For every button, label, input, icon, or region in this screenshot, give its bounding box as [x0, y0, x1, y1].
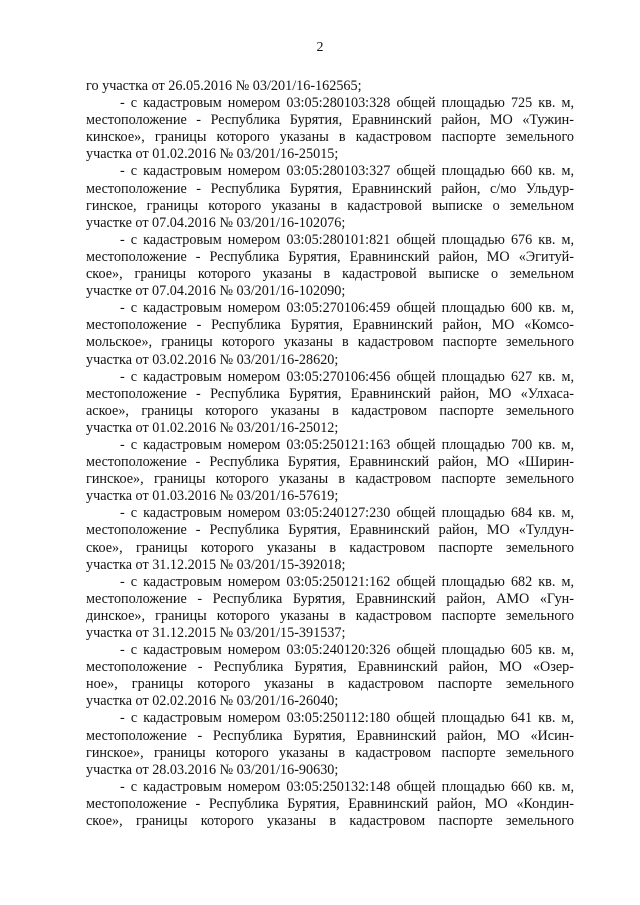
text-line: местоположение - Республика Бурятия, Еравнинский район, МО «Исин-: [86, 727, 574, 744]
text-line: местоположение - Республика Бурятия, Еравнинский район, МО «Комсо-: [86, 317, 574, 334]
text-line: ное», границы которого указаны в кадастровом паспорте земельного: [86, 676, 574, 693]
text-line: го участка от 26.05.2016 № 03/201/16-162565;: [86, 78, 362, 94]
text-line: участка от 01.02.2016 № 03/201/16-25012;: [86, 419, 339, 436]
text-line: участка от 03.02.2016 № 03/201/16-28620;: [86, 351, 339, 368]
list-item-start-line: - с кадастровым номером 03:05:280103:327 общей площадью 660 кв. м,: [120, 163, 574, 180]
list-item-start-line: - с кадастровым номером 03:05:240127:230 общей площадью 684 кв. м,: [120, 505, 574, 522]
text-line: местоположение - Республика Бурятия, Еравнинский район, МО «Тулдун-: [86, 522, 574, 539]
text-line: местоположение - Республика Бурятия, Еравнинский район, МО «Ширин-: [86, 454, 574, 471]
text-line: кинское», границы которого указаны в кадастровом паспорте земельного: [86, 129, 574, 146]
text-line: аское», границы которого указаны в кадастровом паспорте земельного: [86, 402, 574, 419]
text-line: местоположение - Республика Бурятия, Еравнинский район, МО «Кондин-: [86, 795, 574, 812]
text-line: местоположение - Республика Бурятия, Еравнинский район, АМО «Гун-: [86, 590, 574, 607]
text-line: гинское», границы которого указаны в кадастровом паспорте земельного: [86, 744, 574, 761]
list-item-start-line: - с кадастровым номером 03:05:240120:326 общей площадью 605 кв. м,: [120, 642, 574, 659]
list-item-start-line: - с кадастровым номером 03:05:270106:459 общей площадью 600 кв. м,: [120, 300, 574, 317]
text-line: местоположение - Республика Бурятия, Еравнинский район, МО «Улхаса-: [86, 385, 574, 402]
list-item-start-line: - с кадастровым номером 03:05:250132:148 общей площадью 660 кв. м,: [120, 778, 574, 795]
text-line: участка от 01.02.2016 № 03/201/16-25015;: [86, 146, 339, 163]
text-line: местоположение - Республика Бурятия, Еравнинский район, МО «Озер-: [86, 659, 574, 676]
text-line: местоположение - Республика Бурятия, Еравнинский район, МО «Эгитуй-: [86, 248, 574, 265]
text-line: ское», границы которого указаны в кадастровой выписке о земельном: [86, 266, 574, 283]
text-line: участка от 01.03.2016 № 03/201/16-57619;: [86, 488, 339, 505]
list-item-start-line: - с кадастровым номером 03:05:250121:163 общей площадью 700 кв. м,: [120, 436, 574, 453]
text-line: участка от 02.02.2016 № 03/201/16-26040;: [86, 693, 339, 710]
text-line: участке от 07.04.2016 № 03/201/16-102076;: [86, 214, 346, 231]
list-item-start-line: - с кадастровым номером 03:05:250121:162 общей площадью 682 кв. м,: [120, 573, 574, 590]
text-line: участка от 31.12.2015 № 03/201/15-391537;: [86, 625, 346, 641]
text-line: динское», границы которого указаны в кадастровом паспорте земельного: [86, 607, 574, 624]
text-line: участка от 31.12.2015 № 03/201/15-392018;: [86, 556, 346, 573]
text-line: местоположение - Республика Бурятия, Еравнинский район, с/мо Ульдур-: [86, 180, 574, 197]
text-line: мольское», границы которого указаны в кадастровом паспорте земельного: [86, 334, 574, 351]
list-item-start-line: - с кадастровым номером 03:05:250112:180 общей площадью 641 кв. м,: [120, 710, 574, 727]
body-text: [86, 78, 574, 830]
text-line: участке от 07.04.2016 № 03/201/16-102090;: [86, 283, 346, 300]
text-line: гинское, границы которого указаны в кадастровой выписке о земельном: [86, 197, 574, 214]
list-item-start-line: - с кадастровым номером 03:05:280103:328 общей площадью 725 кв. м,: [120, 95, 574, 112]
text-line: ское», границы которого указаны в кадастровом паспорте земельного: [86, 539, 574, 556]
text-line: гинское», границы которого указаны в кадастровом паспорте земельного: [86, 471, 574, 488]
text-line: местоположение - Республика Бурятия, Еравнинский район, МО «Тужин-: [86, 112, 574, 129]
text-line: участка от 28.03.2016 № 03/201/16-90630;: [86, 761, 339, 778]
list-item-start-line: - с кадастровым номером 03:05:270106:456 общей площадью 627 кв. м,: [120, 368, 574, 385]
list-item-start-line: - с кадастровым номером 03:05:280101:821 общей площадью 676 кв. м,: [120, 231, 574, 248]
text-line: ское», границы которого указаны в кадастровом паспорте земельного: [86, 813, 574, 830]
page-number: 2: [316, 40, 324, 55]
